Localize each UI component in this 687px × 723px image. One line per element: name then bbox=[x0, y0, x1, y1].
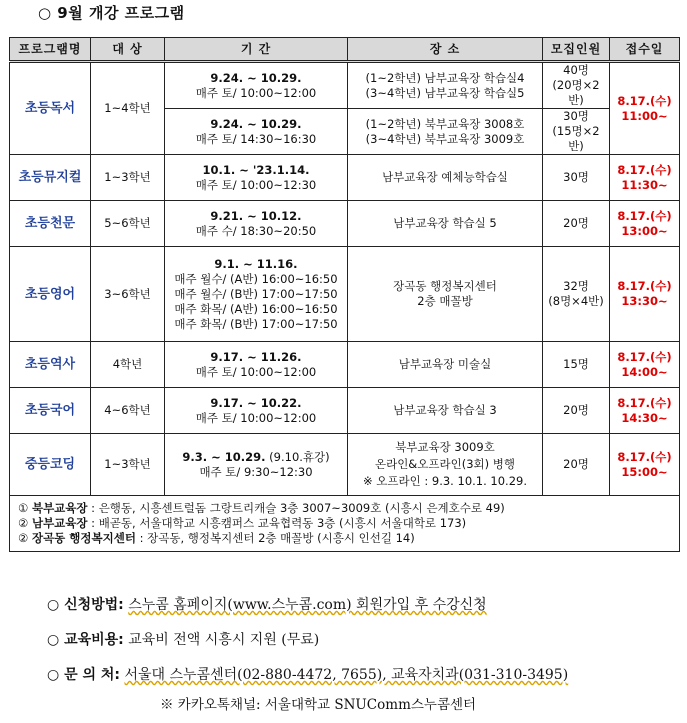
program-capacity bbox=[543, 62, 610, 109]
place-line: (3~4학년) 북부교육장 3009호 bbox=[365, 131, 525, 146]
period-time: 매주 토/ 10:00~12:00 bbox=[195, 410, 317, 425]
deadline-date: 8.17.(수) bbox=[617, 93, 672, 108]
education-fee bbox=[47, 629, 319, 649]
apply-value: 스누콤 홈페이지(www.스누콤.com) 회원가입 후 수강신청 bbox=[128, 597, 487, 613]
period-time: 매주 화목/ (B반) 17:00~17:50 bbox=[174, 316, 338, 331]
capacity-detail: (8명×4반) bbox=[548, 294, 604, 308]
program-target: 1~4학년 bbox=[91, 62, 165, 155]
program-deadline bbox=[610, 62, 680, 155]
table-row bbox=[10, 388, 680, 434]
period-dates: 9.3. ~ 10.29. bbox=[182, 449, 266, 464]
program-deadline bbox=[610, 342, 680, 388]
program-name: 초등영어 bbox=[10, 247, 91, 342]
program-place bbox=[348, 62, 543, 109]
note-line bbox=[18, 516, 671, 531]
program-period bbox=[165, 62, 348, 109]
period-time: 매주 월수/ (A반) 16:00~16:50 bbox=[174, 271, 338, 286]
period-dates: 9.24. ~ 10.29. bbox=[210, 116, 302, 131]
program-capacity: 15명 bbox=[543, 342, 610, 388]
period-time: 매주 토/ 10:00~12:00 bbox=[195, 364, 317, 379]
program-period bbox=[165, 388, 348, 434]
program-target: 4학년 bbox=[91, 342, 165, 388]
program-name: 초등역사 bbox=[10, 342, 91, 388]
note-mark: ② bbox=[18, 516, 29, 530]
place-line: 2층 매꼴방 bbox=[417, 294, 473, 308]
header-deadline: 접수일 bbox=[610, 38, 680, 62]
header-period: 기 간 bbox=[165, 38, 348, 62]
note-label: 남부교육장 bbox=[31, 516, 88, 530]
deadline-time: 14:30~ bbox=[621, 410, 668, 425]
capacity-value: 40명 bbox=[563, 63, 589, 77]
program-name: 초등천문 bbox=[10, 201, 91, 247]
deadline-time: 13:00~ bbox=[621, 223, 668, 238]
table-row bbox=[10, 155, 680, 201]
place-line: 온라인&오프라인(3회) 병행 bbox=[374, 457, 515, 471]
table-row bbox=[10, 201, 680, 247]
program-capacity: 20명 bbox=[543, 388, 610, 434]
program-capacity: 20명 bbox=[543, 201, 610, 247]
program-target: 1~3학년 bbox=[91, 155, 165, 201]
deadline-date: 8.17.(수) bbox=[617, 449, 672, 464]
contact-value: 서울대 스누콤센터(02-880-4472, 7655), 교육자치과(031-310-3495) bbox=[124, 667, 569, 683]
deadline-date: 8.17.(수) bbox=[617, 162, 672, 177]
program-place: 남부교육장 학습실 3 bbox=[348, 388, 543, 434]
program-period bbox=[165, 155, 348, 201]
place-line: (1~2학년) 남부교육장 학습실4 bbox=[365, 70, 525, 85]
fee-label: ○ 교육비용: bbox=[47, 632, 124, 648]
period-dates: 9.17. ~ 11.26. bbox=[210, 349, 302, 364]
notes-row bbox=[10, 496, 680, 552]
deadline-time: 13:30~ bbox=[621, 294, 668, 308]
contact-label: ○ 문 의 처: bbox=[47, 667, 121, 683]
program-target: 1~3학년 bbox=[91, 434, 165, 496]
period-dates: 10.1. ~ '23.1.14. bbox=[202, 162, 310, 177]
period-time: 매주 토/ 14:30~16:30 bbox=[195, 131, 317, 146]
period-time: 매주 토/ 10:00~12:00 bbox=[195, 85, 317, 100]
program-period bbox=[165, 109, 348, 155]
program-capacity bbox=[543, 109, 610, 155]
place-line: (1~2학년) 북부교육장 3008호 bbox=[365, 116, 525, 131]
capacity-detail: (20명×2반) bbox=[552, 78, 600, 107]
program-period bbox=[165, 434, 348, 496]
period-time: 매주 토/ 10:00~12:30 bbox=[195, 177, 317, 192]
period-time: 매주 화목/ (A반) 16:00~16:50 bbox=[174, 301, 338, 316]
note-label: 북부교육장 bbox=[31, 501, 88, 515]
program-deadline bbox=[610, 201, 680, 247]
deadline-date: 8.17.(수) bbox=[617, 395, 672, 410]
program-target: 5~6학년 bbox=[91, 201, 165, 247]
program-place: 남부교육장 미술실 bbox=[348, 342, 543, 388]
location-notes bbox=[10, 496, 680, 552]
note-label: 장곡동 행정복지센터 bbox=[31, 531, 136, 545]
deadline-time: 11:00~ bbox=[621, 108, 668, 123]
period-time: 매주 수/ 18:30~20:50 bbox=[195, 223, 317, 238]
kakao-channel: ※ 카카오톡채널: 서울대학교 SNUComm스누콤센터 bbox=[160, 697, 477, 713]
program-target: 3~6학년 bbox=[91, 247, 165, 342]
place-line: 북부교육장 3009호 bbox=[395, 440, 495, 454]
program-period bbox=[165, 201, 348, 247]
table-row bbox=[10, 434, 680, 496]
program-place bbox=[348, 247, 543, 342]
capacity-value: 30명 bbox=[563, 109, 589, 123]
place-line: 장곡동 행정복지센터 bbox=[393, 279, 497, 293]
table-header-row bbox=[10, 38, 680, 62]
note-line bbox=[18, 531, 671, 546]
note-line bbox=[18, 501, 671, 516]
header-program: 프로그램명 bbox=[10, 38, 91, 62]
program-deadline bbox=[610, 247, 680, 342]
note-mark: ① bbox=[18, 501, 29, 515]
program-capacity: 20명 bbox=[543, 434, 610, 496]
deadline-time: 11:30~ bbox=[621, 177, 668, 192]
program-capacity: 30명 bbox=[543, 155, 610, 201]
table-row bbox=[10, 342, 680, 388]
capacity-detail: (15명×2반) bbox=[552, 124, 600, 153]
table-row bbox=[10, 247, 680, 342]
note-mark: ② bbox=[18, 531, 29, 545]
contact-info bbox=[47, 664, 568, 684]
program-name: 초등국어 bbox=[10, 388, 91, 434]
program-place bbox=[348, 109, 543, 155]
program-place: 남부교육장 학습실 5 bbox=[348, 201, 543, 247]
note-text: : 장곡동, 행정복지센터 2층 매꼴방 (시흥시 인선길 14) bbox=[135, 531, 415, 545]
program-name: 초등독서 bbox=[10, 62, 91, 155]
page-title: ○ 9월 개강 프로그램 bbox=[38, 4, 185, 22]
note-text: : 은행동, 시흥센트럴돔 그랑트리캐슬 3층 3007~3009호 (시흥시 은계호수로 49) bbox=[87, 501, 505, 515]
period-note: (9.10.휴강) bbox=[269, 449, 330, 464]
program-deadline bbox=[610, 155, 680, 201]
period-dates: 9.17. ~ 10.22. bbox=[210, 395, 302, 410]
program-period bbox=[165, 342, 348, 388]
table-row bbox=[10, 62, 680, 109]
program-place bbox=[348, 434, 543, 496]
header-capacity: 모집인원 bbox=[543, 38, 610, 62]
program-period bbox=[165, 247, 348, 342]
program-table bbox=[9, 37, 680, 552]
note-text: : 배곧동, 서울대학교 시흥캠퍼스 교육협력동 3층 (시흥시 서울대학로 173) bbox=[87, 516, 467, 530]
period-time: 매주 토/ 9:30~12:30 bbox=[199, 464, 313, 479]
program-deadline bbox=[610, 434, 680, 496]
deadline-date: 8.17.(수) bbox=[617, 349, 672, 364]
fee-value: 교육비 전액 시흥시 지원 (무료) bbox=[128, 632, 320, 648]
period-dates: 9.1. ~ 11.16. bbox=[214, 256, 298, 271]
program-place: 남부교육장 예체능학습실 bbox=[348, 155, 543, 201]
program-name: 초등뮤지컬 bbox=[10, 155, 91, 201]
place-note: ※ 오프라인 : 9.3. 10.1. 10.29. bbox=[362, 474, 527, 488]
period-time: 매주 월수/ (B반) 17:00~17:50 bbox=[174, 286, 338, 301]
program-name: 중등코딩 bbox=[10, 434, 91, 496]
period-dates: 9.21. ~ 10.12. bbox=[210, 208, 302, 223]
apply-method bbox=[47, 594, 487, 614]
program-target: 4~6학년 bbox=[91, 388, 165, 434]
program-deadline bbox=[610, 388, 680, 434]
deadline-date: 8.17.(수) bbox=[617, 279, 672, 293]
deadline-time: 15:00~ bbox=[621, 464, 668, 479]
deadline-date: 8.17.(수) bbox=[617, 208, 672, 223]
deadline-time: 14:00~ bbox=[621, 364, 668, 379]
program-capacity bbox=[543, 247, 610, 342]
period-dates: 9.24. ~ 10.29. bbox=[210, 70, 302, 85]
apply-label: ○ 신청방법: bbox=[47, 597, 124, 613]
header-target: 대 상 bbox=[91, 38, 165, 62]
header-place: 장 소 bbox=[348, 38, 543, 62]
place-line: (3~4학년) 남부교육장 학습실5 bbox=[365, 85, 525, 100]
capacity-value: 32명 bbox=[563, 279, 589, 293]
